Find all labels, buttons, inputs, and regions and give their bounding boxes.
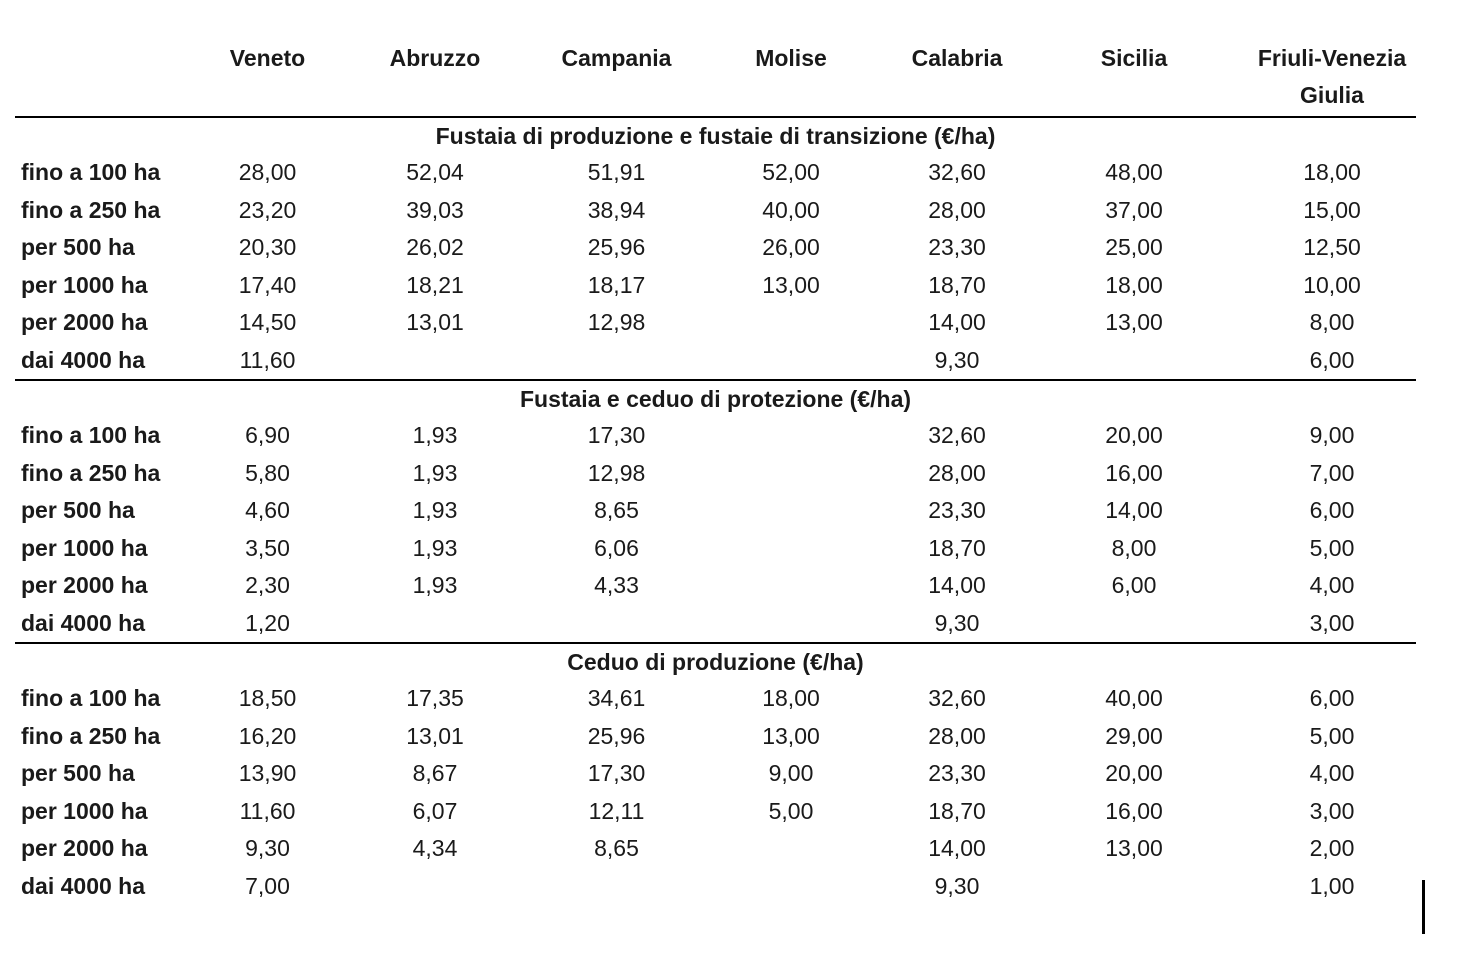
value-cell: 1,93 bbox=[412, 572, 458, 598]
value-cell: 23,20 bbox=[238, 196, 297, 223]
value-cell: 16,20 bbox=[238, 722, 297, 749]
value-cell: 7,00 bbox=[1309, 459, 1355, 486]
value-cell: 8,67 bbox=[412, 760, 458, 786]
value-cell: 13,90 bbox=[238, 760, 297, 786]
value-cell: 18,70 bbox=[928, 271, 986, 298]
value-cell: 48,00 bbox=[1105, 159, 1163, 185]
value-cell: 13,00 bbox=[762, 722, 820, 749]
value-cell: 17,30 bbox=[587, 422, 646, 448]
table-row bbox=[15, 718, 1416, 756]
row-label: per 500 ha bbox=[21, 760, 135, 786]
value-cell: 17,35 bbox=[406, 685, 464, 711]
row-label: per 1000 ha bbox=[21, 271, 148, 298]
row-label: fino a 250 ha bbox=[21, 459, 161, 486]
table-row bbox=[15, 793, 1416, 831]
section-title: Fustaia di produzione e fustaie di transizione (€/ha) bbox=[435, 123, 996, 149]
value-cell bbox=[545, 605, 688, 644]
section-title: Ceduo di produzione (€/ha) bbox=[15, 643, 1416, 680]
column-header: Friuli-Venezia Giulia bbox=[1248, 38, 1416, 117]
value-cell: 28,00 bbox=[928, 196, 986, 223]
value-cell: 5,00 bbox=[1309, 722, 1355, 749]
value-cell: 2,30 bbox=[245, 572, 290, 598]
row-label: per 2000 ha bbox=[21, 835, 148, 861]
value-cell: 14,00 bbox=[928, 572, 986, 598]
value-cell bbox=[688, 417, 894, 455]
value-cell: 1,20 bbox=[245, 609, 290, 636]
value-cell: 9,30 bbox=[934, 872, 980, 899]
value-cell: 20,00 bbox=[1105, 760, 1163, 786]
corner-cell bbox=[15, 38, 210, 117]
table-row bbox=[15, 417, 1416, 455]
value-cell: 9,00 bbox=[768, 760, 814, 786]
row-label: fino a 250 ha bbox=[21, 196, 161, 223]
value-cell bbox=[688, 605, 894, 644]
table-row bbox=[15, 868, 1416, 906]
value-cell: 13,01 bbox=[406, 309, 464, 335]
value-cell bbox=[1020, 868, 1248, 906]
section-title: Fustaia e ceduo di protezione (€/ha) bbox=[15, 380, 1416, 417]
value-cell: 18,70 bbox=[928, 797, 986, 824]
value-cell: 34,61 bbox=[587, 685, 646, 711]
value-cell: 32,60 bbox=[928, 159, 986, 185]
value-cell: 14,50 bbox=[238, 309, 297, 335]
value-cell: 9,30 bbox=[934, 609, 980, 636]
value-cell: 23,30 bbox=[928, 497, 986, 523]
column-header: Veneto bbox=[210, 38, 325, 117]
value-cell bbox=[545, 868, 688, 906]
value-cell: 4,00 bbox=[1309, 760, 1355, 786]
value-cell: 3,00 bbox=[1309, 609, 1355, 636]
value-cell: 29,00 bbox=[1105, 722, 1163, 749]
value-cell: 4,33 bbox=[594, 572, 639, 598]
row-label: per 1000 ha bbox=[21, 797, 148, 824]
value-cell: 40,00 bbox=[762, 196, 820, 223]
value-cell: 16,00 bbox=[1105, 797, 1163, 824]
row-label: dai 4000 ha bbox=[21, 609, 146, 636]
value-cell: 4,60 bbox=[245, 497, 290, 523]
value-cell bbox=[688, 530, 894, 568]
value-cell: 16,00 bbox=[1105, 459, 1163, 486]
value-cell: 23,30 bbox=[928, 760, 986, 786]
row-label: fino a 250 ha bbox=[21, 722, 161, 749]
value-cell: 6,07 bbox=[412, 797, 458, 824]
value-cell bbox=[688, 304, 894, 342]
value-cell bbox=[325, 868, 545, 906]
value-cell: 3,50 bbox=[245, 534, 290, 561]
value-cell: 1,93 bbox=[412, 422, 458, 448]
column-header: Campania bbox=[545, 38, 688, 117]
value-cell: 17,30 bbox=[587, 760, 646, 786]
value-cell: 28,00 bbox=[238, 159, 297, 185]
value-cell: 37,00 bbox=[1105, 196, 1163, 223]
value-cell: 12,98 bbox=[587, 309, 646, 335]
value-cell: 25,00 bbox=[1105, 234, 1163, 260]
table-header bbox=[15, 38, 1416, 117]
value-cell: 23,30 bbox=[928, 234, 986, 260]
value-cell: 9,30 bbox=[934, 346, 980, 373]
value-cell: 9,00 bbox=[1309, 422, 1355, 448]
header-row bbox=[15, 38, 1416, 117]
table-row bbox=[15, 830, 1416, 868]
value-cell: 1,93 bbox=[412, 459, 458, 486]
value-cell: 18,21 bbox=[406, 271, 464, 298]
value-cell: 32,60 bbox=[928, 685, 986, 711]
section-row bbox=[15, 643, 1416, 680]
value-cell: 8,65 bbox=[594, 835, 639, 861]
value-cell: 8,65 bbox=[594, 497, 639, 523]
value-cell: 12,98 bbox=[587, 459, 646, 486]
value-cell: 7,00 bbox=[245, 872, 290, 899]
row-label: fino a 100 ha bbox=[21, 685, 161, 711]
value-cell: 17,40 bbox=[238, 271, 297, 298]
row-label: per 500 ha bbox=[21, 497, 135, 523]
value-cell: 39,03 bbox=[406, 196, 464, 223]
value-cell: 14,00 bbox=[928, 309, 986, 335]
value-cell: 12,50 bbox=[1303, 234, 1361, 260]
value-cell: 40,00 bbox=[1105, 685, 1163, 711]
table-row bbox=[15, 229, 1416, 267]
value-cell: 5,00 bbox=[768, 797, 814, 824]
value-cell: 20,00 bbox=[1105, 422, 1163, 448]
value-cell: 11,60 bbox=[239, 797, 296, 824]
value-cell: 5,00 bbox=[1309, 534, 1355, 561]
value-cell: 18,00 bbox=[1105, 271, 1163, 298]
table-row bbox=[15, 192, 1416, 230]
row-label: dai 4000 ha bbox=[21, 346, 146, 373]
value-cell: 28,00 bbox=[928, 722, 986, 749]
value-cell: 11,60 bbox=[239, 346, 296, 373]
value-cell bbox=[1020, 605, 1248, 644]
value-cell: 10,00 bbox=[1303, 271, 1361, 298]
table-row bbox=[15, 605, 1416, 644]
table-row bbox=[15, 755, 1416, 793]
value-cell bbox=[688, 455, 894, 493]
column-header: Abruzzo bbox=[325, 38, 545, 117]
value-cell: 51,91 bbox=[587, 159, 646, 185]
value-cell bbox=[1020, 342, 1248, 381]
value-cell: 13,01 bbox=[406, 722, 464, 749]
table-row bbox=[15, 154, 1416, 192]
value-cell: 13,00 bbox=[1105, 835, 1163, 861]
column-header: Molise bbox=[688, 38, 894, 117]
value-cell: 26,02 bbox=[406, 234, 464, 260]
value-cell bbox=[688, 830, 894, 868]
value-cell: 32,60 bbox=[928, 422, 986, 448]
value-cell bbox=[325, 605, 545, 644]
value-cell bbox=[688, 868, 894, 906]
value-cell: 4,00 bbox=[1309, 572, 1355, 598]
value-cell: 25,96 bbox=[587, 722, 646, 749]
value-cell: 8,00 bbox=[1309, 309, 1355, 335]
value-cell: 13,00 bbox=[762, 271, 820, 298]
value-cell: 12,11 bbox=[588, 797, 645, 824]
value-cell: 18,17 bbox=[587, 271, 646, 298]
table-row bbox=[15, 455, 1416, 493]
value-cell bbox=[688, 567, 894, 605]
table-row bbox=[15, 530, 1416, 568]
value-cell: 52,04 bbox=[406, 159, 464, 185]
value-cell: 6,06 bbox=[594, 534, 639, 561]
row-label: per 2000 ha bbox=[21, 572, 148, 598]
value-cell: 9,30 bbox=[245, 835, 290, 861]
value-cell bbox=[325, 342, 545, 381]
table-row bbox=[15, 567, 1416, 605]
value-cell: 3,00 bbox=[1309, 797, 1355, 824]
value-cell: 18,70 bbox=[928, 534, 986, 561]
value-cell: 2,00 bbox=[1309, 835, 1355, 861]
value-cell bbox=[688, 492, 894, 530]
row-label: dai 4000 ha bbox=[21, 872, 146, 899]
table-body bbox=[15, 117, 1416, 905]
value-cell bbox=[688, 342, 894, 381]
value-cell: 13,00 bbox=[1105, 309, 1163, 335]
value-cell: 6,00 bbox=[1111, 572, 1157, 598]
column-header: Calabria bbox=[894, 38, 1020, 117]
value-cell: 6,00 bbox=[1309, 685, 1355, 711]
value-cell: 14,00 bbox=[928, 835, 986, 861]
value-cell: 15,00 bbox=[1303, 196, 1361, 223]
value-cell: 5,80 bbox=[245, 459, 290, 486]
value-cell: 38,94 bbox=[587, 196, 646, 223]
value-cell: 6,00 bbox=[1309, 346, 1355, 373]
table-row bbox=[15, 492, 1416, 530]
column-header: Sicilia bbox=[1020, 38, 1248, 117]
table-row bbox=[15, 304, 1416, 342]
value-cell bbox=[545, 342, 688, 381]
forest-price-table bbox=[15, 38, 1416, 905]
value-cell: 18,00 bbox=[762, 685, 820, 711]
value-cell: 25,96 bbox=[587, 234, 646, 260]
value-cell: 1,00 bbox=[1309, 872, 1355, 899]
value-cell: 26,00 bbox=[762, 234, 820, 260]
row-label: fino a 100 ha bbox=[21, 422, 161, 448]
price-table-container bbox=[15, 38, 1416, 905]
value-cell: 1,93 bbox=[412, 497, 458, 523]
table-row bbox=[15, 680, 1416, 718]
value-cell: 6,90 bbox=[245, 422, 290, 448]
value-cell: 28,00 bbox=[928, 459, 986, 486]
value-cell: 20,30 bbox=[238, 234, 297, 260]
table-row bbox=[15, 342, 1416, 381]
text-cursor bbox=[1422, 880, 1425, 934]
row-label: per 2000 ha bbox=[21, 309, 148, 335]
value-cell: 18,00 bbox=[1303, 159, 1361, 185]
section-row bbox=[15, 117, 1416, 154]
row-label: per 1000 ha bbox=[21, 534, 148, 561]
section-row bbox=[15, 380, 1416, 417]
value-cell: 8,00 bbox=[1111, 534, 1157, 561]
value-cell: 4,34 bbox=[412, 835, 458, 861]
value-cell: 6,00 bbox=[1309, 497, 1355, 523]
row-label: per 500 ha bbox=[21, 234, 135, 260]
value-cell: 14,00 bbox=[1105, 497, 1163, 523]
value-cell: 18,50 bbox=[238, 685, 297, 711]
value-cell: 1,93 bbox=[412, 534, 458, 561]
row-label: fino a 100 ha bbox=[21, 159, 161, 185]
table-row bbox=[15, 267, 1416, 305]
value-cell: 52,00 bbox=[762, 159, 820, 185]
